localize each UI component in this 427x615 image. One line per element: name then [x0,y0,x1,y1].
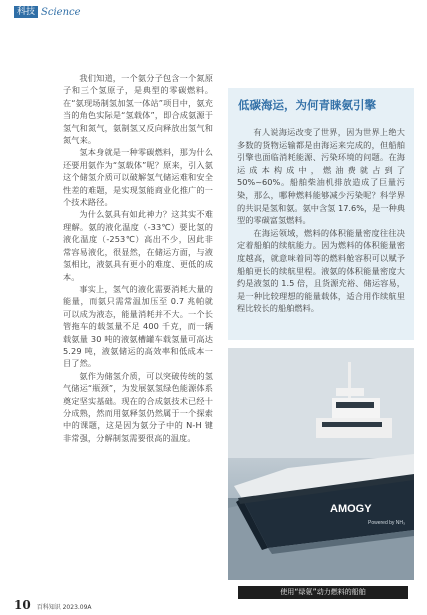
photo-caption: 使用“绿氨”动力燃料的船舶 [238,586,408,599]
sidebar-paragraph: 有人说海运改变了世界，因为世界上绝大多数的货物运输都是由海运来完成的，但船舶引擎也面临消耗能源、污染环境的问题。在海运成本构成中，燃油费就占到了 50%~60%。船舶柴油机排放造成了巨量污染，那么，哪种燃料能够减少污染呢？科学界的共识是氢和氨。氨中含氢 17.6%，是一种典型的零碳富氢燃料。 [237,127,405,226]
paragraph: 事实上，氢气的液化需要消耗大量的能量，而氨只需常温加压至 0.7 兆帕就可以成为液态，能量消耗并不大。一个长管拖车的载氢量不足 400 千克，而一辆载氨量 30 吨的液氨槽罐车载氢量可高达 5.29 吨，液氨储运的高效率和低成本一目了然。 [63,283,213,369]
main-article-column [63,72,213,444]
sidebar-title: 低碳海运，为何青睐氨引擎 [238,98,376,112]
paragraph: 我们知道，一个氨分子包含一个氮原子和三个氢原子，是典型的零碳燃料。在“氨现场制氢加氢一体站”项目中，氨充当的角色实际是“氢载体”，即合成氨源于氢气和氮气，氨制氢又反向释放出氢气和氮气来。 [63,73,213,146]
paragraph: 为什么氨具有如此神力？这其实不难理解。氨的液化温度（-33℃）要比氢的液化温度（-253℃）高出不少，因此非常容易液化，很显然，在储运方面，与液氢相比，液氨具有更小的难度、更低的成本。 [63,209,213,282]
hull-text: Powered by NH₃ [368,520,406,526]
sidebar-box [228,88,414,340]
section-tag: 科技 [14,6,38,18]
ship-illustration [228,348,414,580]
section-tag-en: Science [41,6,81,18]
paragraph: 氢本身就是一种零碳燃料，那为什么还要用氨作为“氢载体”呢？原来，引入氨这个储氢介质可以破解氢气储运难和安全性差的难题，是实现氢能商业化推广的一个技术路径。 [63,147,213,208]
page-footer [14,598,92,612]
sidebar-body [237,126,405,315]
paragraph: 氨作为储氢介质，可以突破传统的氢气储运“瓶颈”，为发展氨氢绿色能源体系奠定坚实基础。现在的合成氨技术已经十分成熟，然而用氨释氢仍然属于一个探索中的课题，这是因为氨分子中的 N-H 键非常强，分解制氢需要很高的温度。 [63,370,213,443]
sidebar-paragraph: 在海运领域，燃料的体积能量密度往往决定着船舶的续航能力。因为燃料的体积能量密度越高，就意味着同等的燃料舱容积可以赋予船舶更长的续航里程。液氨的体积能量密度大约是液氢的 1.5 倍，且货源充裕、储运容易，是一种比较理想的能量载体，适合用作续航里程比较长的船舶燃料。 [237,227,405,314]
page-number: 10 [14,598,31,612]
ship-photo [228,348,414,580]
section-header [14,6,81,18]
ship-name-text: AMOGY [330,503,372,515]
journal-name: 百科知识 2023.09A [36,604,92,611]
